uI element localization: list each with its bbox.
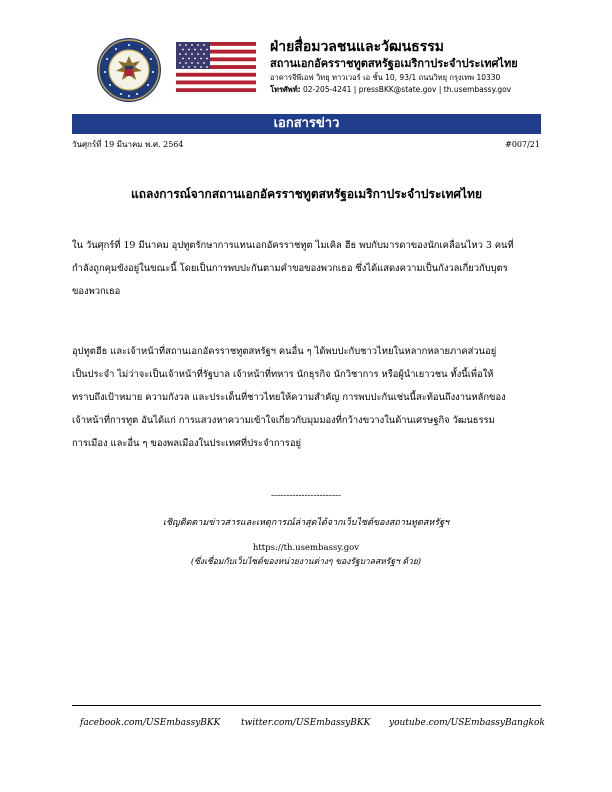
website-note: (ซึ่งเชื่อมกับเว็บไซต์ของหน่วยงานต่างๆ ของรัฐบาลสหรัฐฯ ด้วย) <box>190 557 422 567</box>
paragraph-line: เป็นประจำ ไม่ว่าจะเป็นเจ้าหน้าที่รัฐบาล เจ้าหน้าที่ทหาร นักธุรกิจ นักวิชาการ หรือผู้นำเยาวชน ทั้งนี้เพื่อให้ <box>72 369 494 380</box>
office-info <box>270 39 570 96</box>
twitter-link[interactable]: twitter.com/USEmbassyBKK <box>241 718 371 728</box>
paragraph-line: ทราบถึงเป้าหมาย ความกังวล และประเด็นที่ชาวไทยให้ความสำคัญ การพบปะกันเช่นนี้สะท้อนถึงงานหลักของ <box>72 392 506 403</box>
office-title: ฝ่ายสื่อมวลชนและวัฒนธรรม <box>270 39 444 55</box>
release-number: #007/21 <box>505 140 540 149</box>
letterhead <box>0 0 612 112</box>
office-address: อาคารจีพีเอฟ วิทยุ ทาวเวอร์ เอ ชั้น 10, 93/1 ถนนวิทยุ กรุงเทพ 10330 <box>270 73 501 82</box>
paragraph-2 <box>72 340 541 455</box>
release-date: วันศุกร์ที่ 19 มีนาคม พ.ศ. 2564 <box>72 140 184 149</box>
embassy-name: สถานเอกอัครราชทูตสหรัฐอเมริกาประจำประเทศไทย <box>270 57 518 70</box>
paragraph-line: อุปทูตฮีธ และเจ้าหน้าที่สถานเอกอัครราชทูตสหรัฐฯ คนอื่น ๆ ได้พบปะกับชาวไทยในหลากหลายภาคส่วนอยู่ <box>72 346 497 357</box>
embassy-seal-icon <box>96 37 162 103</box>
paragraph-line: การเมือง และอื่น ๆ ของพลเมืองในประเทศที่ประจำการอยู่ <box>72 438 301 449</box>
us-flag-icon <box>176 42 256 92</box>
section-divider: ----------------------- <box>271 491 341 501</box>
paragraph-line: ของพวกเธอ <box>72 286 121 297</box>
phone-label: โทรศัพท์: <box>270 85 301 94</box>
paragraph-line: เจ้าหน้าที่การทูต อันได้แก่ การแสวงหาความเข้าใจเกี่ยวกับมุมมองที่กว้างขวางในด้านเศรษฐกิจ วัฒนธรรม <box>72 415 495 426</box>
contact-details: 02-205-4241 | pressBKK@state.gov | th.usembassy.gov <box>300 85 512 94</box>
paragraph-1 <box>72 234 541 303</box>
statement-title: แถลงการณ์จากสถานเอกอัครราชทูตสหรัฐอเมริกาประจำประเทศไทย <box>130 187 482 201</box>
footer-divider <box>72 705 541 706</box>
press-release-banner: เอกสารข่าว <box>72 114 541 134</box>
paragraph-line: กำลังถูกคุมขังอยู่ในขณะนี้ โดยเป็นการพบปะกันตามคำขอของพวกเธอ ซึ่งได้แสดงความเป็นกังวลเกี่ยวกับบุตร <box>72 263 508 274</box>
embassy-website-link[interactable]: https://th.usembassy.gov <box>252 543 360 553</box>
website-invitation: เชิญติดตามข่าวสารและเหตุการณ์ล่าสุดได้จากเว็บไซต์ของสถานทูตสหรัฐฯ <box>162 518 450 528</box>
office-contact <box>270 84 570 96</box>
paragraph-line: ใน วันศุกร์ที่ 19 มีนาคม อุปทูตรักษาการแทนเอกอัครราชทูต ไมเคิล ฮีธ พบกับมารดาของนักเคลื่อนไหว 3 คนที่ <box>72 240 514 251</box>
facebook-link[interactable]: facebook.com/USEmbassyBKK <box>80 718 221 728</box>
youtube-link[interactable]: youtube.com/USEmbassyBangkok <box>389 718 545 728</box>
